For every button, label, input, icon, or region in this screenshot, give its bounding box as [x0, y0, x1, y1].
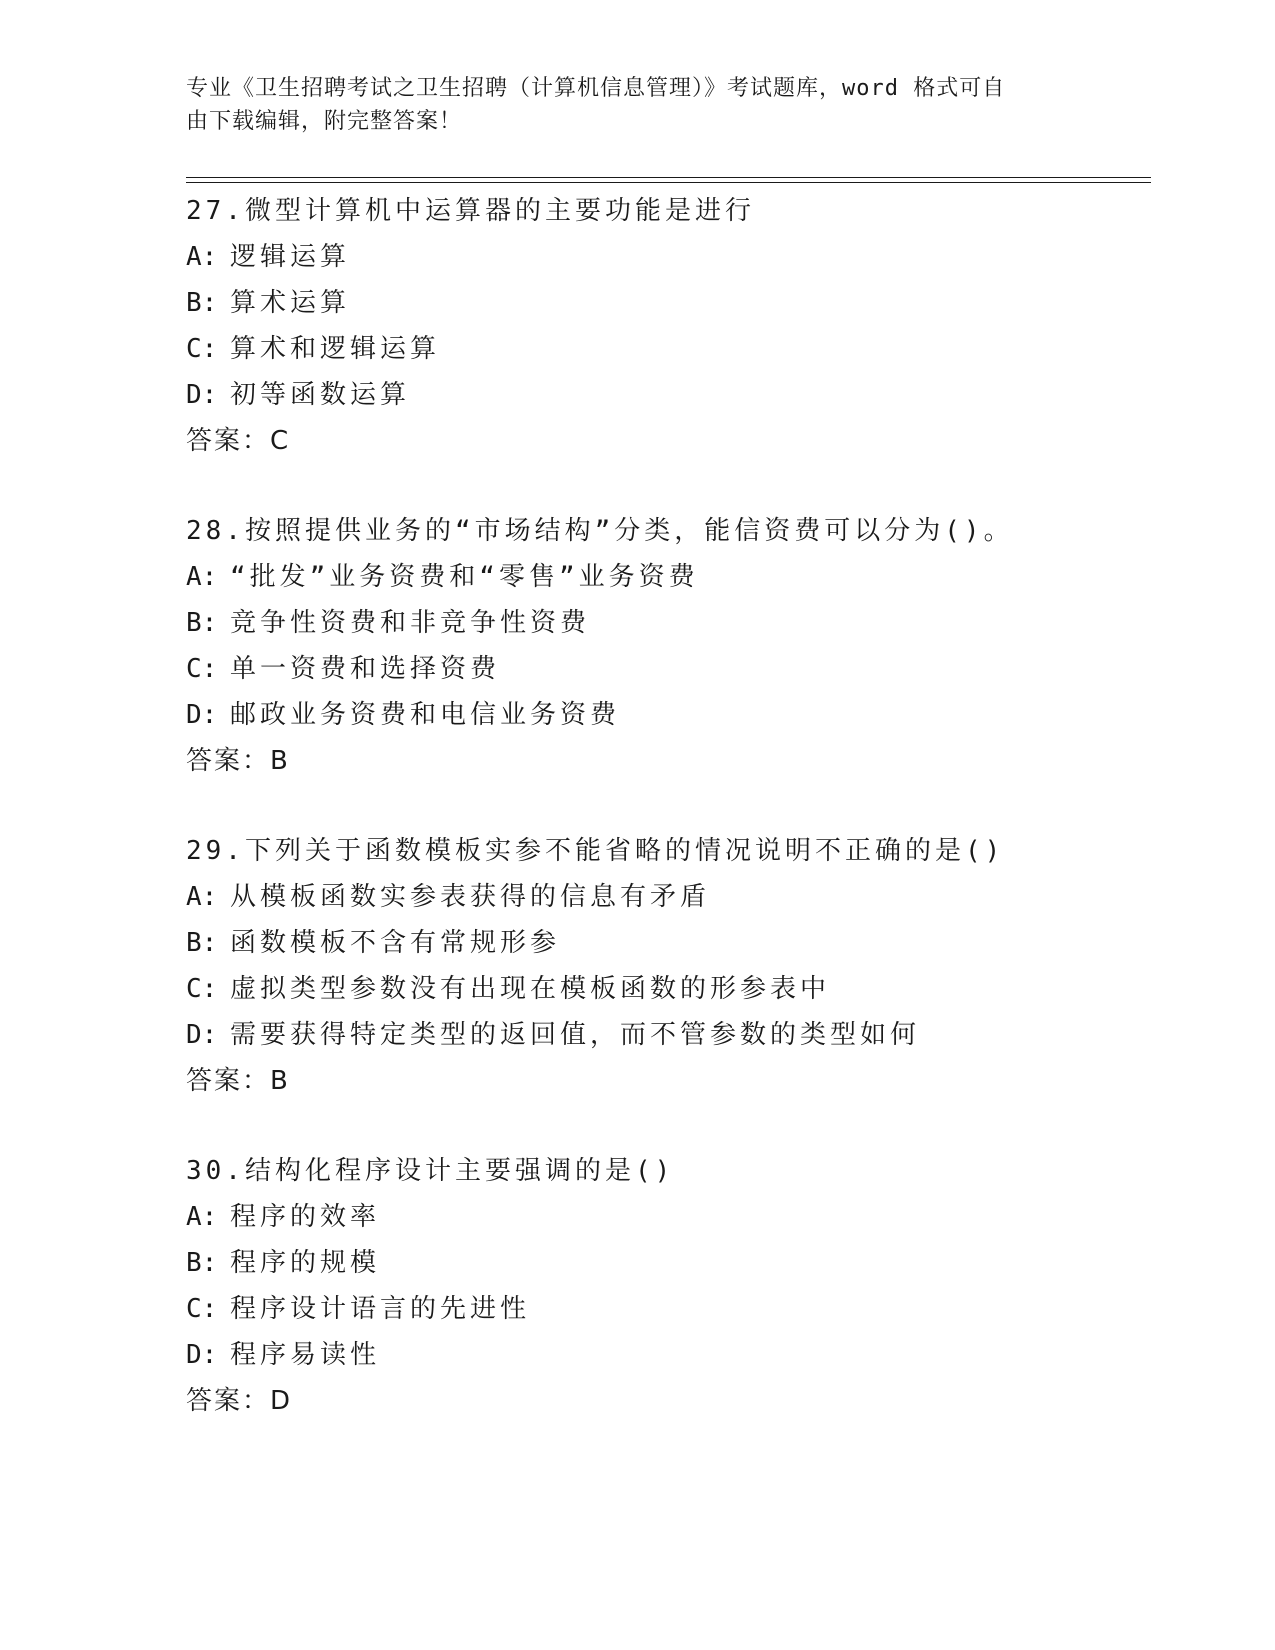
answer: 答案：B	[186, 746, 290, 776]
option-a	[186, 554, 1146, 600]
option-text: 程序易读性	[230, 1340, 381, 1370]
option-d	[186, 372, 1146, 418]
option-label: C:	[186, 654, 218, 684]
option-label: C:	[186, 974, 218, 1004]
option-text: 需要获得特定类型的返回值，而不管参数的类型如何	[230, 1020, 921, 1050]
option-text: 单一资费和选择资费	[230, 654, 501, 684]
answer: 答案：D	[186, 1386, 293, 1416]
option-label: A:	[186, 242, 218, 272]
option-text: 函数模板不含有常规形参	[230, 928, 561, 958]
option-text: 竞争性资费和非竞争性资费	[230, 608, 591, 638]
option-b	[186, 1240, 1146, 1286]
header-divider-bottom	[186, 182, 1151, 183]
answer: 答案：C	[186, 426, 291, 456]
option-d	[186, 1332, 1146, 1378]
option-label: A:	[186, 562, 218, 592]
question-stem: 28.按照提供业务的“市场结构”分类，能信资费可以分为()。	[186, 516, 1014, 546]
option-text: 虚拟类型参数没有出现在模板函数的形参表中	[230, 974, 831, 1004]
question-stem: 27.微型计算机中运算器的主要功能是进行	[186, 196, 755, 226]
answer: 答案：B	[186, 1066, 290, 1096]
option-a	[186, 234, 1146, 280]
option-b	[186, 280, 1146, 326]
option-text: 逻辑运算	[230, 242, 351, 272]
option-text: 程序设计语言的先进性	[230, 1294, 531, 1324]
option-b	[186, 600, 1146, 646]
header-line-1: 专业《卫生招聘考试之卫生招聘（计算机信息管理）》考试题库，word 格式可自	[186, 76, 1006, 101]
question-28	[186, 508, 1146, 784]
option-c	[186, 1286, 1146, 1332]
question-stem: 29.下列关于函数模板实参不能省略的情况说明不正确的是()	[186, 836, 1005, 866]
option-label: D:	[186, 700, 218, 730]
header-line-2: 由下载编辑，附完整答案！	[186, 109, 463, 134]
option-label: A:	[186, 882, 218, 912]
option-label: D:	[186, 1340, 218, 1370]
option-b	[186, 920, 1146, 966]
option-text: 邮政业务资费和电信业务资费	[230, 700, 621, 730]
option-text: 初等函数运算	[230, 380, 411, 410]
option-label: B:	[186, 608, 218, 638]
question-27	[186, 188, 1146, 464]
question-30	[186, 1148, 1146, 1424]
option-a	[186, 874, 1146, 920]
option-c	[186, 646, 1146, 692]
option-label: D:	[186, 1020, 218, 1050]
option-label: B:	[186, 1248, 218, 1278]
option-text: 程序的规模	[230, 1248, 381, 1278]
option-text: 算术运算	[230, 288, 351, 318]
document-header	[186, 72, 1086, 138]
option-label: B:	[186, 288, 218, 318]
option-text: “批发”业务资费和“零售”业务资费	[230, 562, 699, 592]
option-label: B:	[186, 928, 218, 958]
option-a	[186, 1194, 1146, 1240]
option-label: D:	[186, 380, 218, 410]
option-d	[186, 1012, 1146, 1058]
option-d	[186, 692, 1146, 738]
option-label: C:	[186, 1294, 218, 1324]
option-c	[186, 966, 1146, 1012]
option-text: 从模板函数实参表获得的信息有矛盾	[230, 882, 711, 912]
option-label: A:	[186, 1202, 218, 1232]
header-divider-top	[186, 177, 1151, 178]
option-text: 算术和逻辑运算	[230, 334, 441, 364]
option-c	[186, 326, 1146, 372]
question-stem: 30.结构化程序设计主要强调的是()	[186, 1156, 675, 1186]
option-label: C:	[186, 334, 218, 364]
option-text: 程序的效率	[230, 1202, 381, 1232]
question-29	[186, 828, 1146, 1104]
